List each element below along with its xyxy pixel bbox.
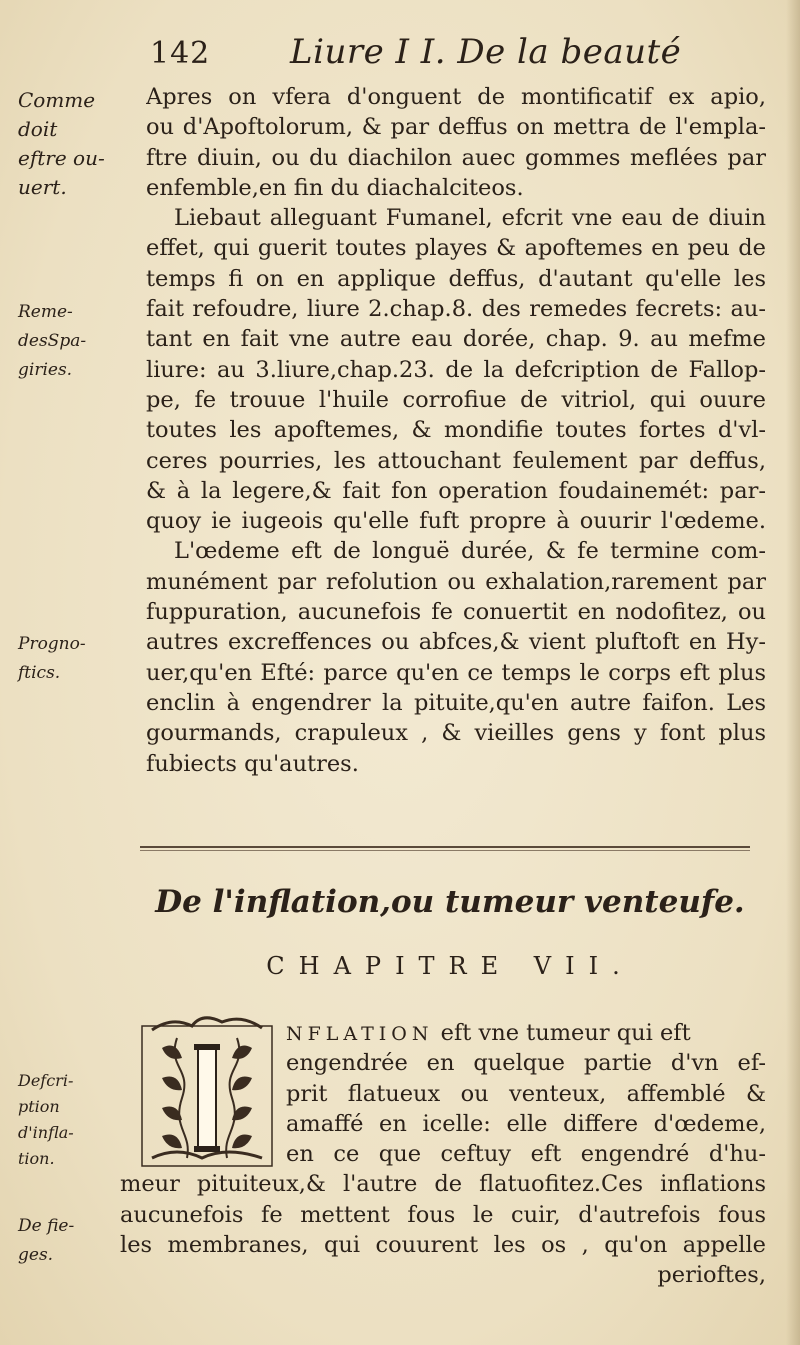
running-title: Liure I I. De la beauté — [290, 32, 682, 72]
text-line: temps fi on en applique deffus, d'autant qu'elle les — [146, 265, 766, 292]
text-line: pe, fe trouue l'huile corrofiue de vitriol, qui ouure — [146, 386, 766, 413]
chapter-number: CHAPITRE VII. — [266, 952, 634, 980]
text-line: engendrée en quelque partie d'vn ef- — [286, 1050, 766, 1077]
margin-note-description: Defcri- ption d'infla- tion. — [18, 1071, 74, 1168]
text-line: ftre diuin, ou du diachilon auec gommes meflées par — [146, 144, 766, 171]
text-line: effet, qui guerit toutes playes & apoftemes en peu de — [146, 235, 766, 262]
section-text — [120, 1018, 766, 1291]
text-line: fait refoudre, liure 2.chap.8. des remedes fecrets: au- — [146, 296, 766, 323]
text-line: prit flatueux ou venteux, affemblé & — [286, 1080, 766, 1107]
text-line: quoy ie iugeois qu'elle fuft propre à ouurir l'œdeme. — [146, 508, 766, 535]
text-line: Apres on vfera d'onguent de montificatif ex apio, — [146, 84, 766, 110]
margin-note-prognostics: Progno- ftics. — [18, 634, 86, 683]
margin-note-sieges: De fie- ges. — [18, 1216, 75, 1265]
text-line: uer,qu'en Efté: parce qu'en ce temps le corps eft plus — [146, 659, 766, 686]
margin-note-remedes: Reme- desSpa- giries. — [18, 302, 87, 380]
text-line: liure: au 3.liure,chap.23. de la defcription de Fallop- — [146, 356, 766, 383]
body-text — [146, 82, 766, 779]
page-edge-shadow — [786, 0, 800, 1345]
page-header — [140, 30, 760, 80]
text-line: les membranes, qui couurent les os , qu'on appelle — [120, 1232, 766, 1259]
text-line-with-drop-cap — [120, 1018, 766, 1048]
section-divider — [140, 846, 750, 848]
text-line: toutes les apoftemes, & mondifie toutes fortes d'vl- — [146, 417, 766, 444]
text-line: aucunefois fe mettent fous le cuir, d'autrefois fous — [120, 1201, 766, 1228]
text-line: autres excreffences ou abfces,& vient pluftoft en Hy- — [146, 629, 766, 656]
text-line: gourmands, crapuleux , & vieilles gens y font plus — [146, 720, 766, 747]
text-line: ou d'Apoftolorum, & par deffus on mettra de l'empla- — [146, 114, 766, 141]
text-line: meur pituiteux,& l'autre de flatuofitez.Ces inflations — [120, 1171, 766, 1198]
text-line: & à la legere,& fait fon operation foudainemét: par- — [146, 477, 766, 504]
text-line: munément par refolution ou exhalation,rarement par — [146, 568, 766, 595]
text-line: eft vne tumeur qui eft — [433, 1020, 691, 1046]
text-line: enfemble,en fin du diachalciteos. — [146, 174, 524, 201]
drop-cap-rest: NFLATION — [286, 1023, 434, 1045]
text-line: amaffé en icelle: elle differe d'œdeme, — [286, 1110, 766, 1137]
text-line: ceres pourries, les attouchant feulement par deffus, — [146, 447, 766, 474]
text-line: L'œdeme eft de longuë durée, & fe termine com- — [174, 538, 766, 565]
text-line: fuppuration, aucunefois fe conuertit en nodofitez, ou — [146, 599, 766, 626]
text-line: perioftes, — [657, 1262, 766, 1289]
text-line: tant en fait vne autre eau dorée, chap. 9. au mefme — [146, 326, 766, 353]
text-line: Liebaut alleguant Fumanel, efcrit vne eau de diuin — [174, 205, 766, 232]
page-number: 142 — [150, 36, 211, 71]
text-line: enclin à engendrer la pituite,qu'en autre faifon. Les — [146, 689, 766, 716]
text-line: en ce que ceftuy eft engendré d'hu- — [286, 1141, 766, 1168]
text-line: fubiects qu'autres. — [146, 750, 359, 777]
margin-note-comme-doit: Comme doit eftre ou- uert. — [18, 88, 105, 199]
chapter-title: De l'inflation,ou tumeur venteufe. — [155, 884, 745, 920]
